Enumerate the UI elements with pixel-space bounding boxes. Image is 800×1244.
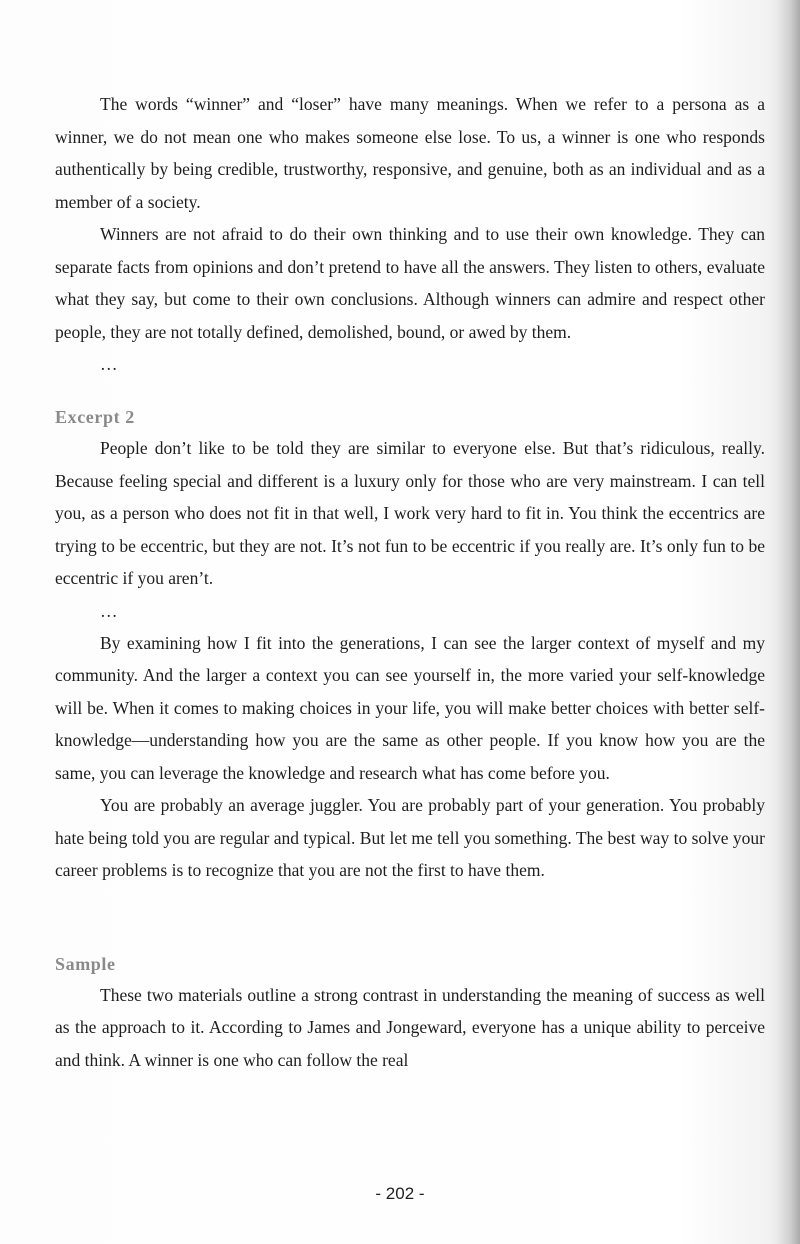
excerpt2-paragraph-1: People don’t like to be told they are similar to everyone else. But that’s ridiculous, really. Because feeling special and different is a luxury only for those who are very mainstream. I can tell you, as a person who does not fit in that well, I work very hard to fit in. You think the eccentrics are trying to be eccentric, but they are not. It’s not fun to be eccentric if you really are. It’s only fun to be eccentric if you aren’t. [55,438,765,588]
excerpt1-paragraph-2: Winners are not afraid to do their own thinking and to use their own knowledge. They can separate facts from opinions and don’t pretend to have all the answers. They listen to others, evaluate what they say, but come to their own conclusions. Although winners can admire and respect other people, they are not totally defined, demolished, bound, or awed by them. [55,224,765,342]
excerpt2-paragraph-3: You are probably an average juggler. You are probably part of your generation. You probably hate being told you are regular and typical. But let me tell you something. The best way to solve your career problems is to recognize that you are not the first to have them. [55,795,765,880]
page-edge-shadow [776,0,800,1244]
excerpt2-heading: Excerpt 2 [55,407,135,427]
excerpt2-paragraph-2: By examining how I fit into the generations, I can see the larger context of myself and my community. And the larger a context you can see yourself in, the more varied your self-knowledge will be. When it comes to making choices in your life, you will make better choices with better self-knowledge—understanding how you are the same as other people. If you know how you are the same, you can leverage the knowledge and research what has come before you. [55,632,765,783]
page-number: - 202 - [375,1184,425,1203]
sample-paragraph: These two materials outline a strong contrast in understanding the meaning of success as well as the approach to it. According to James and Jongeward, everyone has a unique ability to perceive and think. A winner is one who can follow the real [55,984,765,1070]
page-content [55,88,765,1076]
excerpt2-ellipsis: … [100,600,119,621]
excerpt1-paragraph-1: The words “winner” and “loser” have many meanings. When we refer to a persona as a winner, we do not mean one who makes someone else lose. To us, a winner is one who responds authentically by being credible, trustworthy, responsive, and genuine, both as an individual and as a member of a society. [55,94,765,212]
excerpt1-ellipsis: … [100,354,119,374]
sample-heading: Sample [55,953,116,974]
